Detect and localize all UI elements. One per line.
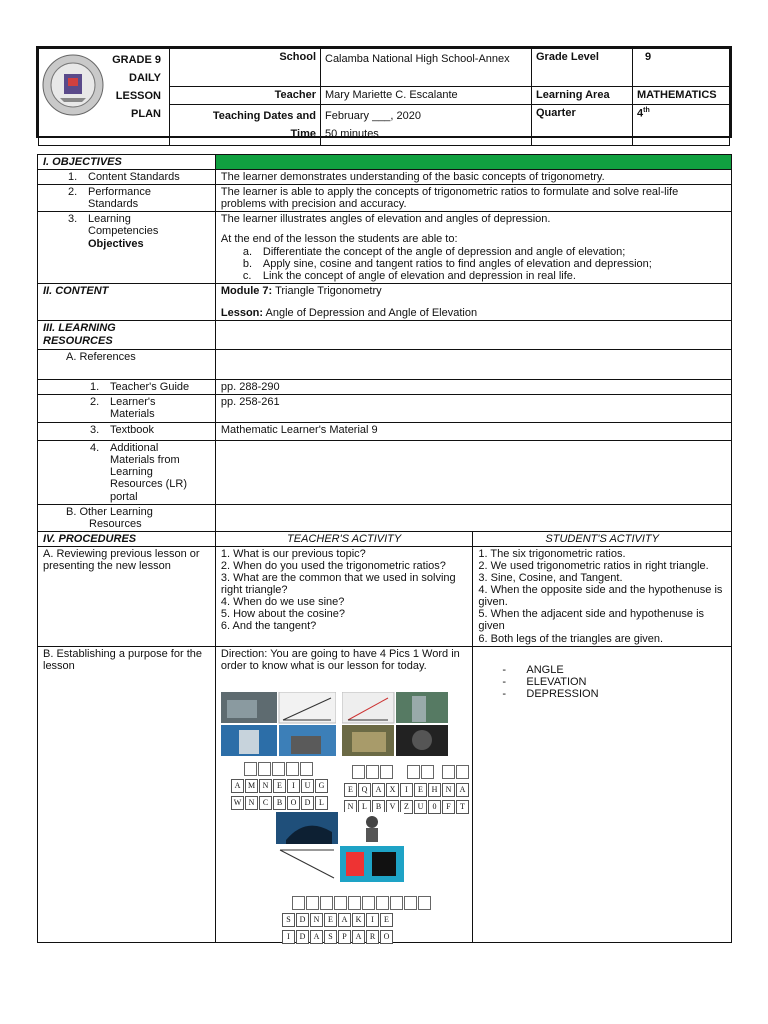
blank-tile: [442, 765, 455, 779]
objective-text: Differentiate the concept of the angle of depression and angle of elevation;: [262, 245, 626, 258]
am-label-3: Learning: [110, 466, 153, 479]
item-number: 1.: [68, 171, 78, 184]
blank-tile: [244, 762, 257, 776]
blank-tile: [300, 762, 313, 776]
teacher-question: 1. What is our previous topic?: [220, 547, 366, 560]
deped-seal-icon: [42, 54, 104, 116]
lm-value: pp. 258-261: [215, 395, 731, 423]
objectives-label: Objectives: [88, 237, 144, 250]
letter-tile: D: [296, 930, 309, 944]
blank-tile: [362, 896, 375, 910]
letter-tile: N: [259, 779, 272, 793]
blank-tile: [306, 896, 319, 910]
letter-tile: E: [344, 783, 357, 797]
procedures-heading: IV. PROCEDURES: [38, 531, 216, 546]
objective-letter: b.: [242, 257, 253, 270]
procedure-a-label: A. Reviewing previous lesson or presenting the new lesson: [38, 546, 216, 646]
teacher-question: 3. What are the common that we used in solving right triangle?: [220, 572, 456, 597]
letter-tile: V: [386, 800, 399, 814]
letter-tile: D: [301, 796, 314, 810]
empty-cell: [215, 350, 731, 380]
puzzle-2-blanks: [352, 765, 469, 779]
answer-item: [502, 688, 726, 700]
dates-label-cell: [170, 105, 321, 146]
teacher-label: Teacher: [170, 87, 321, 105]
blank-tile: [352, 765, 365, 779]
letter-row: [282, 913, 393, 927]
performance-label: Performance: [88, 186, 151, 199]
quarter-value-cell: [633, 105, 730, 146]
grade-level-label: Grade Level: [532, 49, 633, 87]
learning-area-label: Learning Area: [532, 87, 633, 105]
procedure-a-teacher-cell: [215, 546, 473, 646]
letter-tile: L: [315, 796, 328, 810]
letter-tile: S: [282, 913, 295, 927]
item-number: 1.: [90, 381, 100, 394]
other-resources-cell: [38, 504, 216, 531]
blank-tile: [348, 896, 361, 910]
letter-tile: A: [372, 783, 385, 797]
am-label-cell: [38, 441, 216, 504]
resources-heading-2: RESOURCES: [43, 335, 113, 348]
puzzle-1-pictures: [221, 692, 336, 756]
school-value: Calamba National High School-Annex: [321, 49, 532, 87]
answer-item: [502, 664, 726, 676]
resources-heading-cell: [38, 321, 216, 350]
header-title-line: LESSON: [115, 90, 161, 102]
letter-tile: S: [324, 930, 337, 944]
content-standards-label: Content Standards: [88, 171, 180, 184]
lesson-text: Angle of Depression and Angle of Elevation: [263, 306, 478, 319]
blank-tile: [258, 762, 271, 776]
lm-label: Learner's: [110, 396, 156, 409]
header-table: [36, 46, 732, 138]
letter-tile: N: [442, 783, 455, 797]
letter-tile: O: [287, 796, 300, 810]
tb-label: Textbook: [110, 424, 155, 437]
letter-tile: O: [380, 930, 393, 944]
lm-label-2: Materials: [110, 408, 155, 421]
header-title-line: PLAN: [131, 108, 161, 120]
letter-tile: E: [273, 779, 286, 793]
letter-row: [344, 783, 469, 797]
letter-row: [231, 779, 328, 793]
module-line: [221, 285, 726, 297]
letter-tile: U: [414, 800, 427, 814]
learning-area-value: MATHEMATICS: [633, 87, 730, 105]
teacher-question: 4. When do we use sine?: [220, 596, 345, 609]
header-title-line: GRADE 9: [112, 54, 161, 66]
references-label: A. References: [38, 350, 216, 380]
student-answer: 1. The six trigonometric ratios.: [478, 547, 626, 560]
letter-tile: N: [344, 800, 357, 814]
teacher-activity-header: TEACHER'S ACTIVITY: [215, 531, 473, 546]
objective-item: [243, 258, 726, 270]
letter-row: [231, 796, 328, 810]
am-label-5: portal: [110, 490, 138, 503]
puzzle-1-letters: [231, 779, 328, 810]
letter-tile: R: [366, 930, 379, 944]
dash: -: [502, 663, 507, 676]
direction-text: Direction: You are going to have 4 Pics 1 Word in order to know what is our lesson for today.: [220, 647, 460, 672]
letter-tile: P: [338, 930, 351, 944]
empty-cell: [215, 441, 731, 504]
letter-tile: I: [287, 779, 300, 793]
objective-letter: a.: [242, 245, 253, 258]
content-standards-label-cell: [38, 170, 216, 185]
answer-item: [502, 676, 726, 688]
item-number: 2.: [90, 396, 100, 409]
blank-tile: [390, 896, 403, 910]
letter-tile: G: [315, 779, 328, 793]
tg-label: Teacher's Guide: [110, 381, 190, 394]
puzzle-3-blanks: [292, 896, 431, 910]
school-label: School: [170, 49, 321, 87]
photo-collage-icon: [276, 812, 404, 882]
letter-tile: X: [386, 783, 399, 797]
performance-label-2: Standards: [88, 198, 139, 211]
student-activity-header: STUDENT'S ACTIVITY: [473, 531, 732, 546]
blank-tile: [376, 896, 389, 910]
blank-tile: [380, 765, 393, 779]
letter-tile: A: [352, 930, 365, 944]
teacher-question: 6. And the tangent?: [220, 620, 317, 633]
letter-tile: E: [380, 913, 393, 927]
objective-item: [243, 270, 726, 282]
blank-tile: [407, 765, 420, 779]
blank-tile: [292, 896, 305, 910]
letter-tile: L: [358, 800, 371, 814]
letter-tile: E: [324, 913, 337, 927]
letter-tile: A: [231, 779, 244, 793]
dates-value: February ___, 2020: [325, 110, 422, 122]
lesson-line: [221, 307, 726, 319]
letter-tile: T: [456, 800, 469, 814]
student-answer: 6. Both legs of the triangles are given.: [478, 632, 664, 645]
header-title-line: DAILY: [129, 72, 161, 84]
tb-value: Mathematic Learner's Material 9: [215, 423, 731, 441]
content-standards-value: The learner demonstrates understanding of the basic concepts of trigonometry.: [215, 170, 731, 185]
dash: -: [502, 675, 507, 688]
procedure-b-label: B. Establishing a purpose for the lesson: [38, 646, 216, 942]
photo-collage-icon: [342, 692, 448, 756]
tg-value: pp. 288-290: [215, 380, 731, 395]
answer-word: ANGLE: [526, 663, 564, 676]
blank-tile: [366, 765, 379, 779]
objective-text: Link the concept of angle of elevation and depression in real life.: [262, 269, 576, 282]
end-of-lesson-text: At the end of the lesson the students are able to:: [220, 233, 458, 246]
content-heading: II. CONTENT: [38, 283, 216, 320]
letter-tile: K: [352, 913, 365, 927]
quarter-value: 4: [637, 107, 644, 120]
blank-tile: [421, 765, 434, 779]
student-answer: 5. When the adjacent side and hypothenuse is given: [478, 608, 705, 633]
student-answer: 2. We used trigonometric ratios in right triangle.: [478, 559, 709, 572]
objectives-green-bar: [215, 155, 731, 170]
puzzle-3-pictures: [276, 812, 404, 882]
letter-tile: C: [259, 796, 272, 810]
module-text: Triangle Trigonometry: [272, 284, 382, 297]
tg-label-cell: [38, 380, 216, 395]
letter-tile: B: [372, 800, 385, 814]
puzzle-2-letters: [344, 783, 469, 814]
dates-label: Teaching Dates and: [212, 110, 316, 122]
item-number: 3.: [90, 424, 100, 437]
letter-tile: A: [338, 913, 351, 927]
competencies-label-cell: [38, 212, 216, 283]
blank-tile: [334, 896, 347, 910]
am-label-2: Materials from: [110, 454, 180, 467]
objective-text: Apply sine, cosine and tangent ratios to find angles of elevation and depression;: [262, 257, 652, 270]
letter-tile: N: [245, 796, 258, 810]
letter-tile: Q: [358, 783, 371, 797]
performance-label-cell: [38, 185, 216, 212]
empty-cell: [215, 321, 731, 350]
blank-tile: [272, 762, 285, 776]
lm-label-cell: [38, 395, 216, 423]
competencies-cell: [215, 212, 731, 283]
letter-tile: Z: [400, 800, 413, 814]
am-label: Additional: [110, 442, 159, 455]
letter-tile: D: [296, 913, 309, 927]
teacher-question: 5. How about the cosine?: [220, 608, 346, 621]
dates-value-cell: [321, 105, 532, 146]
letter-tile: A: [456, 783, 469, 797]
competencies-value: The learner illustrates angles of elevation and angles of depression.: [220, 213, 551, 226]
performance-value: The learner is able to apply the concepts of trigonometric ratios to formulate and solve real-life problems with precision and accuracy.: [215, 185, 731, 212]
letter-tile: I: [400, 783, 413, 797]
letter-tile: I: [366, 913, 379, 927]
puzzle-1-blanks: [244, 762, 313, 776]
competencies-label-2: Competencies: [88, 225, 159, 238]
procedure-b-student-cell: [473, 646, 732, 942]
tb-label-cell: [38, 423, 216, 441]
teacher-value: Mary Mariette C. Escalante: [321, 87, 532, 105]
item-number: 3.: [68, 213, 78, 226]
module-bold: Module 7:: [220, 284, 273, 297]
letter-tile: I: [282, 930, 295, 944]
puzzle-2-pictures: [342, 692, 448, 756]
photo-collage-icon: [221, 692, 336, 756]
letter-tile: U: [301, 779, 314, 793]
objective-item: [243, 246, 726, 258]
competencies-label: Learning: [88, 213, 131, 226]
empty-cell: [215, 504, 731, 531]
teacher-question: 2. When do you used the trigonometric ratios?: [220, 559, 446, 572]
letter-tile: M: [245, 779, 258, 793]
item-number: 2.: [68, 186, 78, 199]
letter-tile: W: [231, 796, 244, 810]
quarter-sup: th: [643, 107, 650, 114]
grade-level-value: 9: [633, 49, 730, 87]
student-answer: 3. Sine, Cosine, and Tangent.: [478, 572, 623, 585]
dash: -: [502, 687, 507, 700]
letter-tile: F: [442, 800, 455, 814]
letter-tile: H: [428, 783, 441, 797]
time-label: Time: [290, 128, 316, 140]
letter-row: [282, 930, 393, 944]
quarter-label: Quarter: [532, 105, 633, 146]
letter-tile: 0: [428, 800, 441, 814]
procedure-a-student-cell: [473, 546, 732, 646]
blank-tile: [456, 765, 469, 779]
time-value: 50 minutes: [325, 128, 379, 140]
blank-tile: [404, 896, 417, 910]
blank-tile: [320, 896, 333, 910]
answer-word: ELEVATION: [526, 675, 587, 688]
letter-tile: A: [310, 930, 323, 944]
other-resources-label-2: Resources: [89, 517, 142, 530]
content-cell: [215, 283, 731, 320]
student-answer: 4. When the opposite side and the hypothenuse is given.: [478, 584, 723, 609]
answer-word: DEPRESSION: [526, 687, 599, 700]
blank-tile: [286, 762, 299, 776]
objective-letter: c.: [242, 269, 252, 282]
puzzle-3-letters: [282, 913, 393, 944]
am-label-4: Resources (LR): [110, 478, 188, 491]
letter-tile: B: [273, 796, 286, 810]
resources-heading: III. LEARNING: [43, 322, 116, 335]
item-number: 4.: [90, 442, 100, 455]
other-resources-label: B. Other Learning: [66, 505, 153, 518]
blank-tile: [418, 896, 431, 910]
letter-tile: N: [310, 913, 323, 927]
letter-tile: E: [414, 783, 427, 797]
objectives-heading: I. OBJECTIVES: [38, 155, 216, 170]
lesson-bold: Lesson:: [220, 306, 264, 319]
